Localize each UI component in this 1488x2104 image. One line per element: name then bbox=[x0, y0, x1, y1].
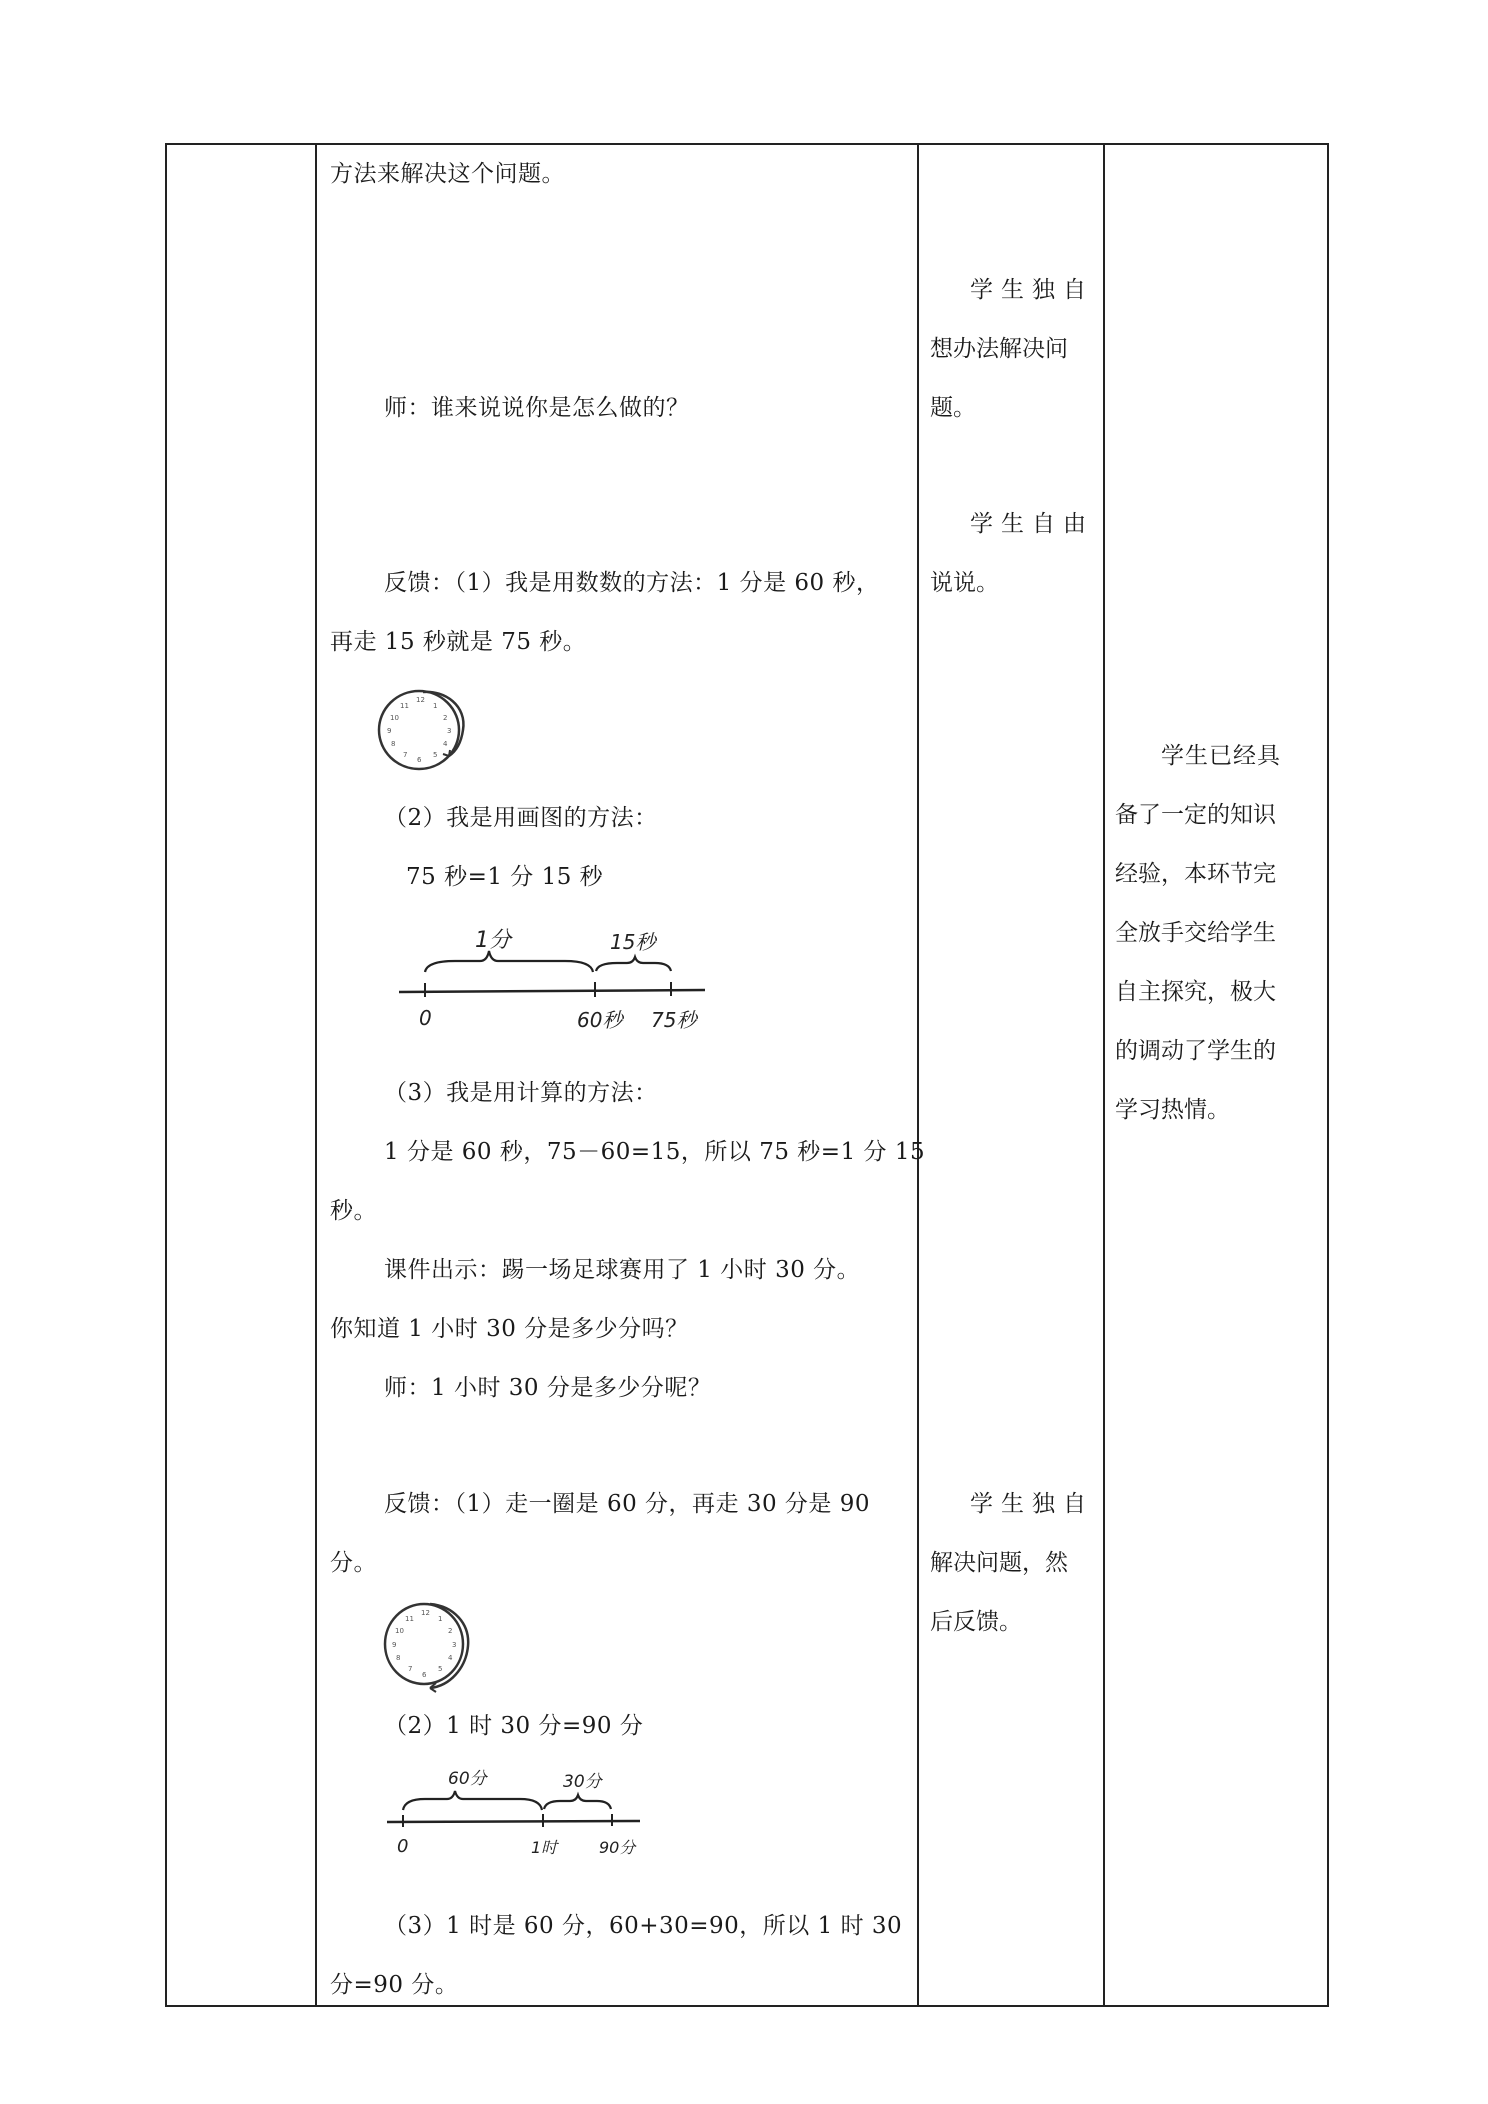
activity-line: 学生独自 bbox=[970, 1491, 1094, 1517]
method-line: （3）我是用计算的方法： bbox=[384, 1080, 658, 1106]
student-activity bbox=[930, 1475, 1094, 1652]
svg-text:3: 3 bbox=[447, 727, 452, 735]
intent-line: 经验，本环节完 bbox=[1115, 861, 1276, 887]
svg-text:2: 2 bbox=[443, 714, 448, 722]
svg-text:3: 3 bbox=[452, 1641, 457, 1649]
courseware-line: 课件出示：踢一场足球赛用了 1 小时 30 分。 bbox=[384, 1257, 861, 1283]
svg-text:9: 9 bbox=[387, 727, 392, 735]
tick-label: 0 bbox=[419, 1006, 432, 1030]
svg-text:8: 8 bbox=[391, 740, 396, 748]
svg-text:12: 12 bbox=[421, 1609, 430, 1617]
intent-line: 自主探究，极大 bbox=[1115, 979, 1276, 1005]
equation-line: （2）1 时 30 分=90 分 bbox=[384, 1713, 644, 1739]
column-divider bbox=[1103, 143, 1105, 2007]
activity-line: 题。 bbox=[930, 395, 976, 421]
teacher-question: 师：谁来说说你是怎么做的？ bbox=[384, 395, 690, 421]
calculation-line: 1 分是 60 秒，75－60=15，所以 75 秒=1 分 15 bbox=[384, 1139, 926, 1165]
activity-line: 说说。 bbox=[930, 570, 999, 596]
activity-line: 想办法解决问 bbox=[930, 336, 1068, 362]
svg-text:4: 4 bbox=[443, 740, 448, 748]
clock-sketch-icon bbox=[380, 1598, 490, 1698]
svg-text:11: 11 bbox=[405, 1615, 414, 1623]
activity-line: 学生独自 bbox=[970, 277, 1094, 303]
tick-label: 60秒 bbox=[577, 1008, 623, 1032]
svg-text:2: 2 bbox=[448, 1627, 453, 1635]
svg-text:11: 11 bbox=[400, 702, 409, 710]
student-activity bbox=[930, 495, 1094, 613]
tick-label: 90分 bbox=[599, 1838, 636, 1857]
intent-line: 全放手交给学生 bbox=[1115, 920, 1276, 946]
number-line-diagram bbox=[395, 925, 725, 1035]
feedback-line: 反馈：（1）走一圈是 60 分，再走 30 分是 90 bbox=[384, 1491, 870, 1517]
tick-label: 1时 bbox=[531, 1838, 558, 1857]
svg-text:1: 1 bbox=[433, 702, 438, 710]
feedback-line: 再走 15 秒就是 75 秒。 bbox=[330, 629, 587, 655]
tick-label: 0 bbox=[397, 1836, 409, 1857]
activity-line: 后反馈。 bbox=[930, 1609, 1022, 1635]
conclusion-line: 分=90 分。 bbox=[330, 1972, 459, 1998]
equation-line: 75 秒=1 分 15 秒 bbox=[406, 864, 604, 890]
diagram-label: 30分 bbox=[563, 1772, 602, 1792]
diagram-label: 60分 bbox=[448, 1769, 487, 1789]
calculation-line: 秒。 bbox=[330, 1198, 377, 1224]
svg-text:10: 10 bbox=[395, 1627, 404, 1635]
diagram-label: 15秒 bbox=[610, 930, 656, 954]
intent-line: 的调动了学生的 bbox=[1115, 1038, 1276, 1064]
tick-label: 75秒 bbox=[651, 1008, 697, 1032]
column-divider bbox=[917, 143, 919, 2007]
svg-text:7: 7 bbox=[408, 1665, 413, 1673]
intent-line: 备了一定的知识 bbox=[1115, 802, 1276, 828]
activity-line: 解决问题，然 bbox=[930, 1550, 1068, 1576]
teacher-question: 师：1 小时 30 分是多少分呢？ bbox=[384, 1375, 712, 1401]
svg-text:5: 5 bbox=[433, 751, 438, 759]
paragraph: 方法来解决这个问题。 bbox=[330, 161, 565, 187]
activity-line: 学生自由 bbox=[970, 511, 1094, 537]
intent-line: 学生已经具 bbox=[1161, 743, 1281, 769]
svg-text:8: 8 bbox=[396, 1654, 401, 1662]
svg-text:1: 1 bbox=[438, 1615, 443, 1623]
column-divider bbox=[315, 143, 317, 2007]
method-line: （2）我是用画图的方法： bbox=[384, 805, 658, 831]
clock-sketch-icon bbox=[375, 686, 485, 776]
number-line-diagram bbox=[385, 1765, 665, 1860]
diagram-label: 1分 bbox=[475, 928, 511, 953]
svg-text:6: 6 bbox=[417, 756, 422, 764]
feedback-line: 分。 bbox=[330, 1550, 377, 1576]
svg-text:5: 5 bbox=[438, 1665, 443, 1673]
design-intent bbox=[1115, 727, 1311, 1140]
svg-text:6: 6 bbox=[422, 1671, 427, 1679]
svg-text:4: 4 bbox=[448, 1654, 453, 1662]
svg-text:7: 7 bbox=[403, 751, 408, 759]
courseware-line: 你知道 1 小时 30 分是多少分吗？ bbox=[330, 1316, 689, 1342]
student-activity bbox=[930, 261, 1094, 438]
svg-text:9: 9 bbox=[392, 1641, 397, 1649]
conclusion-line: （3）1 时是 60 分，60+30=90，所以 1 时 30 bbox=[384, 1913, 903, 1939]
svg-text:10: 10 bbox=[390, 714, 399, 722]
svg-text:12: 12 bbox=[416, 696, 425, 704]
intent-line: 学习热情。 bbox=[1115, 1097, 1230, 1123]
feedback-line: 反馈：（1）我是用数数的方法：1 分是 60 秒， bbox=[384, 570, 880, 596]
